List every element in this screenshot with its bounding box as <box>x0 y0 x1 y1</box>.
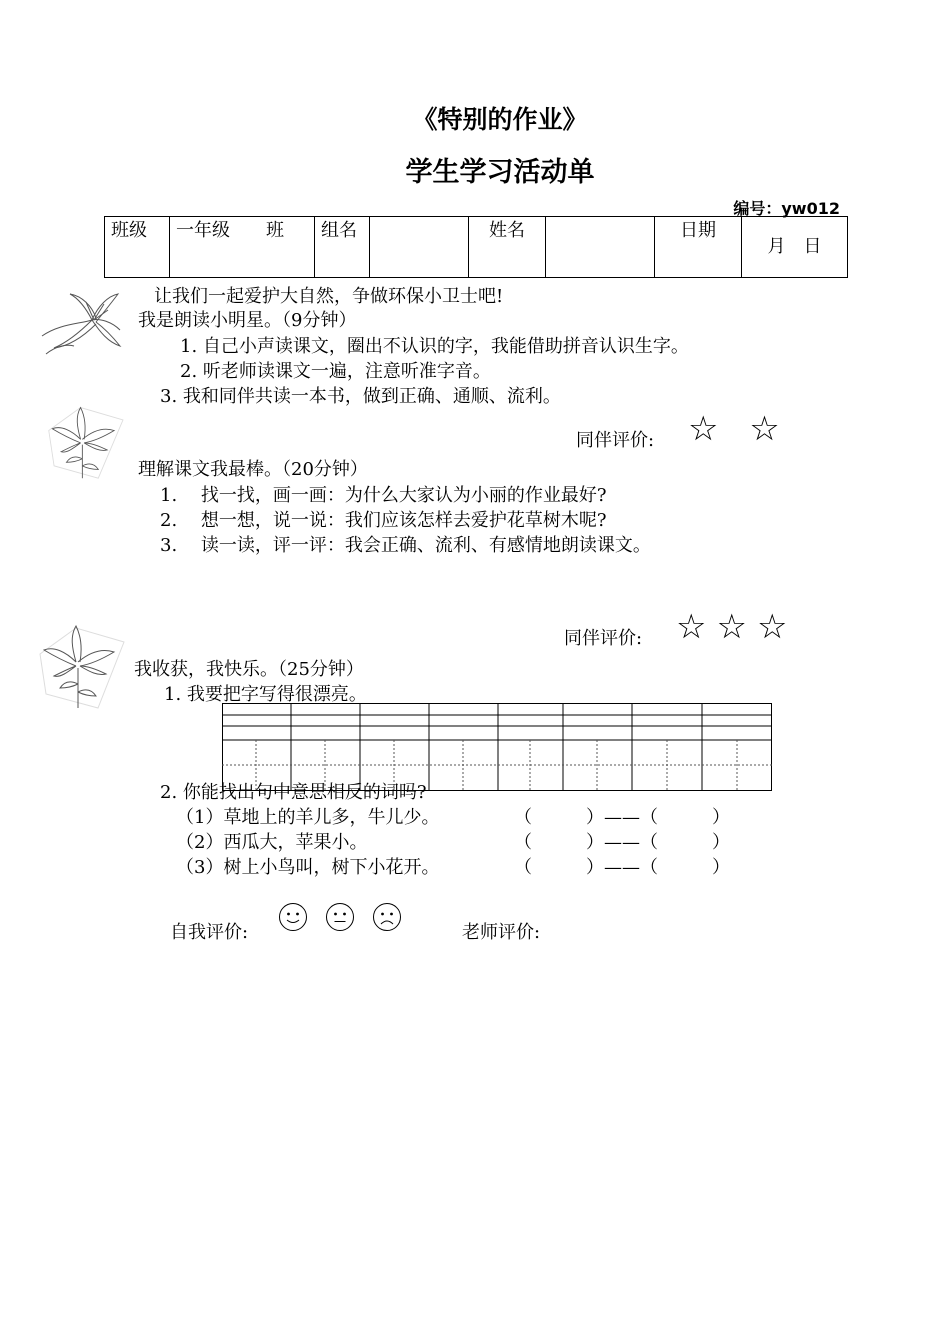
class-value: 一年级 班 <box>170 217 315 278</box>
peer-eval-label: 同伴评价: <box>576 430 655 451</box>
section2-heading: 理解课文我最棒。（20分钟） <box>138 459 368 480</box>
peer-eval-label: 同伴评价: <box>564 628 643 649</box>
peer-eval-stars[interactable]: ☆ ☆ <box>688 409 790 449</box>
antonym-question: （2）西瓜大，苹果小。 <box>176 832 368 853</box>
antonym-answer-blank[interactable]: （ ）——（ ） <box>514 857 730 878</box>
lily-flower-icon <box>40 404 130 480</box>
lily-flower-icon <box>36 620 126 710</box>
section1-item: 3. 我和同伴共读一本书，做到正确、通顺、流利。 <box>160 386 561 407</box>
class-label: 班级 <box>105 217 170 278</box>
self-eval-label: 自我评价: <box>170 922 249 943</box>
section1-item: 2. 听老师读课文一遍，注意听准字音。 <box>180 361 491 382</box>
lily-flower-icon <box>34 284 124 360</box>
name-value[interactable] <box>546 217 655 278</box>
name-label: 姓名 <box>469 217 546 278</box>
date-value: 月 日 <box>742 217 848 278</box>
date-label: 日期 <box>655 217 742 278</box>
antonym-question: （1）草地上的羊儿多，牛儿少。 <box>176 807 440 828</box>
section2-item: 1. 找一找，画一画：为什么大家认为小丽的作业最好? <box>160 485 607 506</box>
section3-item: 2. 你能找出句中意思相反的词吗? <box>160 782 427 803</box>
section3-heading: 我收获，我快乐。（25分钟） <box>134 659 364 680</box>
antonym-answer-blank[interactable]: （ ）——（ ） <box>514 807 730 828</box>
section1-heading: 我是朗读小明星。（9分钟） <box>138 310 357 331</box>
section1-item: 1. 自己小声读课文，圈出不认识的字，我能借助拼音认识生字。 <box>180 336 689 357</box>
group-value[interactable] <box>370 217 469 278</box>
section3-item: 1. 我要把字写得很漂亮。 <box>164 684 367 705</box>
intro-text: 让我们一起爱护大自然，争做环保小卫士吧! <box>154 286 504 307</box>
page-subtitle: 学生学习活动单 <box>405 157 595 188</box>
section2-item: 3. 读一读，评一评：我会正确、流利、有感情地朗读课文。 <box>160 535 651 556</box>
self-eval-faces <box>278 902 402 936</box>
peer-eval-stars[interactable]: ☆☆☆ <box>676 607 798 647</box>
smiley-face-icon[interactable] <box>278 902 308 932</box>
antonym-answer-blank[interactable]: （ ）——（ ） <box>514 832 730 853</box>
sad-face-icon[interactable] <box>372 902 402 932</box>
group-label: 组名 <box>315 217 370 278</box>
teacher-eval-label: 老师评价: <box>462 922 541 943</box>
neutral-face-icon[interactable] <box>325 902 355 932</box>
student-info-table <box>104 216 848 278</box>
page-title: 《特别的作业》 <box>412 105 588 134</box>
section2-item: 2. 想一想，说一说：我们应该怎样去爱护花草树木呢? <box>160 510 607 531</box>
antonym-question: （3）树上小鸟叫，树下小花开。 <box>176 857 440 878</box>
document-code: 编号：yw012 <box>733 199 840 218</box>
